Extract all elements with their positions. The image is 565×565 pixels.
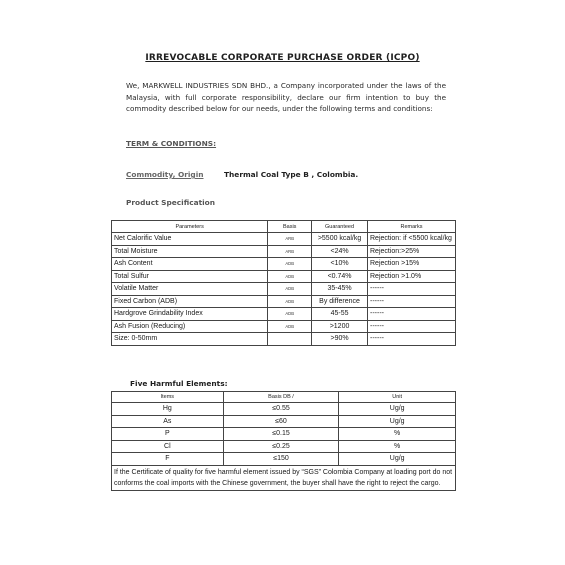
harmful-cell-unit: Ug/g <box>339 415 456 428</box>
harmful-header-row <box>112 392 456 403</box>
harmful-cell-item: Hg <box>112 403 224 416</box>
harmful-cell-unit: % <box>339 428 456 441</box>
spec-cell-parameter: Fixed Carbon (ADB) <box>112 295 268 308</box>
table-row <box>112 245 456 258</box>
spec-cell-parameter: Ash Content <box>112 258 268 271</box>
harmful-header-basis: Basis DB / <box>223 392 339 403</box>
harmful-cell-basis: ≤0.15 <box>223 428 339 441</box>
table-row <box>112 270 456 283</box>
spec-cell-basis: ARB <box>268 245 312 258</box>
harmful-cell-item: As <box>112 415 224 428</box>
table-row <box>112 440 456 453</box>
spec-cell-guaranteed: >90% <box>312 333 368 346</box>
spec-header-basis: Basis <box>268 221 312 233</box>
spec-table <box>111 220 456 346</box>
spec-cell-basis: ADB <box>268 320 312 333</box>
table-row <box>112 453 456 466</box>
spec-cell-guaranteed: 45-55 <box>312 308 368 321</box>
spec-cell-basis: ARB <box>268 233 312 246</box>
harmful-cell-item: F <box>112 453 224 466</box>
spec-cell-guaranteed: By difference <box>312 295 368 308</box>
table-row <box>112 233 456 246</box>
harmful-cell-unit: Ug/g <box>339 453 456 466</box>
table-row <box>112 283 456 296</box>
spec-cell-basis: ADB <box>268 308 312 321</box>
document-title: IRREVOCABLE CORPORATE PURCHASE ORDER (ICPO) <box>145 53 420 63</box>
spec-cell-guaranteed: <10% <box>312 258 368 271</box>
spec-cell-parameter: Hardgrove Grindability Index <box>112 308 268 321</box>
table-row <box>112 403 456 416</box>
intro-paragraph: We, MARKWELL INDUSTRIES SDN BHD., a Company incorporated under the laws of the Malaysia, with full corporate responsibility, declare our firm intention to buy the commodity described below for our needs, under the following terms and conditions: <box>126 81 446 114</box>
harmful-cell-basis: ≤0.25 <box>223 440 339 453</box>
spec-cell-parameter: Total Sulfur <box>112 270 268 283</box>
harmful-header-unit: Unit <box>339 392 456 403</box>
harmful-cell-item: P <box>112 428 224 441</box>
spec-cell-basis: ADB <box>268 283 312 296</box>
terms-heading: TERM & CONDITIONS: <box>126 139 217 148</box>
table-row <box>112 320 456 333</box>
table-row <box>112 258 456 271</box>
spec-cell-remarks: ------ <box>368 320 456 333</box>
table-row <box>112 428 456 441</box>
table-row <box>112 295 456 308</box>
spec-cell-basis: ADB <box>268 270 312 283</box>
spec-cell-basis <box>268 333 312 346</box>
spec-cell-remarks: ------ <box>368 295 456 308</box>
spec-cell-parameter: Ash Fusion (Reducing) <box>112 320 268 333</box>
spec-cell-parameter: Volatile Matter <box>112 283 268 296</box>
harmful-heading: Five Harmful Elements: <box>130 379 228 388</box>
spec-cell-guaranteed: <0.74% <box>312 270 368 283</box>
harmful-cell-unit: Ug/g <box>339 403 456 416</box>
spec-cell-remarks: Rejection:>25% <box>368 245 456 258</box>
spec-cell-remarks: ------ <box>368 308 456 321</box>
spec-cell-parameter: Total Moisture <box>112 245 268 258</box>
harmful-header-items: Items <box>112 392 224 403</box>
table-row <box>112 415 456 428</box>
commodity-label: Commodity, Origin <box>126 170 204 179</box>
spec-cell-remarks: Rejection >1.0% <box>368 270 456 283</box>
spec-header-row <box>112 221 456 233</box>
spec-cell-guaranteed: >5500 kcal/kg <box>312 233 368 246</box>
harmful-note: If the Certificate of quality for five harmful element issued by “SGS” Colombia Company at loading port do not conforms the coal imports with the Chinese government, the buyer shall have the right to reject the cargo. <box>112 465 456 490</box>
product-spec-heading: Product Specification <box>126 198 215 207</box>
harmful-cell-unit: % <box>339 440 456 453</box>
table-row <box>112 333 456 346</box>
spec-cell-remarks: ------ <box>368 333 456 346</box>
harmful-cell-basis: ≤60 <box>223 415 339 428</box>
spec-cell-parameter: Size: 0-50mm <box>112 333 268 346</box>
spec-header-guaranteed: Guaranteed <box>312 221 368 233</box>
harmful-cell-basis: ≤0.55 <box>223 403 339 416</box>
harmful-cell-item: Cl <box>112 440 224 453</box>
spec-cell-parameter: Net Calorific Value <box>112 233 268 246</box>
spec-cell-guaranteed: 35-45% <box>312 283 368 296</box>
spec-cell-guaranteed: >1200 <box>312 320 368 333</box>
spec-header-parameters: Parameters <box>112 221 268 233</box>
spec-cell-remarks: ------ <box>368 283 456 296</box>
spec-cell-guaranteed: <24% <box>312 245 368 258</box>
spec-cell-remarks: Rejection >15% <box>368 258 456 271</box>
harmful-table <box>111 391 456 491</box>
commodity-value: Thermal Coal Type B , Colombia. <box>224 170 359 179</box>
harmful-cell-basis: ≤150 <box>223 453 339 466</box>
spec-header-remarks: Remarks <box>368 221 456 233</box>
spec-cell-basis: ADB <box>268 295 312 308</box>
spec-cell-basis: ADB <box>268 258 312 271</box>
table-row <box>112 308 456 321</box>
spec-cell-remarks: Rejection: if <5500 kcal/kg <box>368 233 456 246</box>
harmful-note-row <box>112 465 456 490</box>
